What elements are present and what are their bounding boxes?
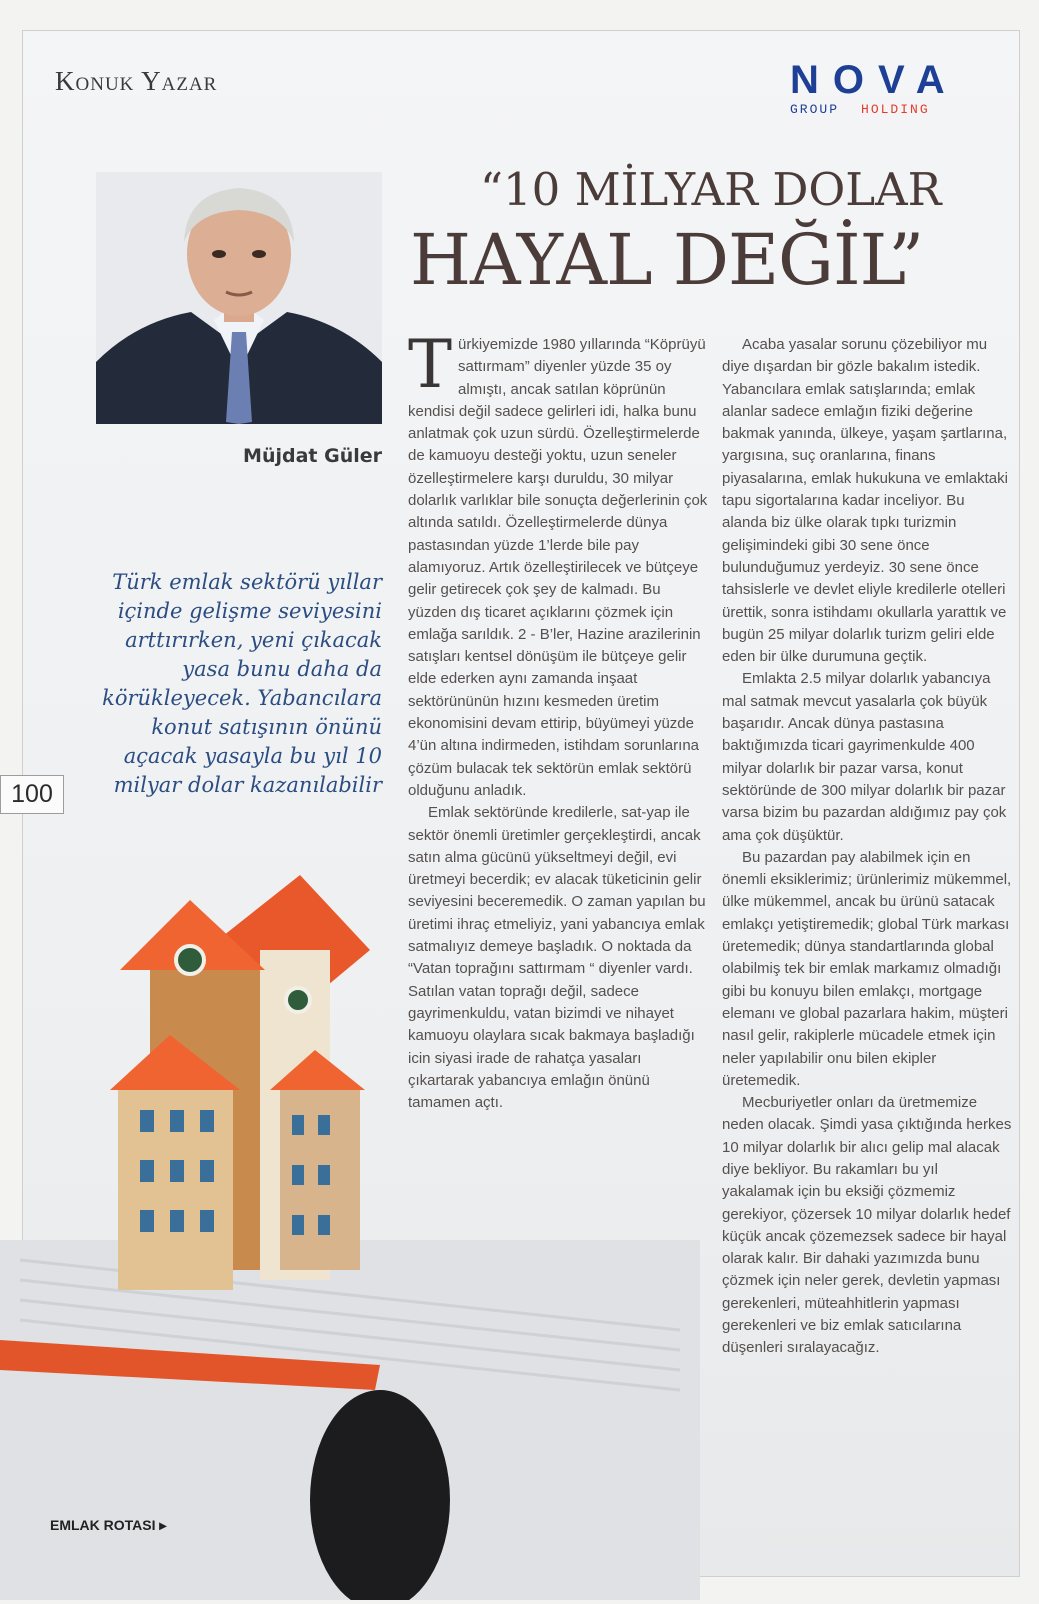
headline-line-2: HAYAL DEĞİL” [410, 219, 924, 301]
logo-sub-left: GROUP [790, 102, 840, 117]
col2-paragraph-2: Emlakta 2.5 milyar dolarlık yabancıya mal satmak mevcut yasalarla çok büyük başarıdır. Ancak dünya pastasına baktığımızda ticari gayrimenkulde 400 milyar dolarlık bir pazar varsa, konut sektöründe de 300 milyar dolarlık bir pazar varsa bizim bu pazardan aldığımız pay çok ama çok düşüktür. [722, 670, 1007, 844]
col2-paragraph-3: Bu pazardan pay alabilmek için en önemli eksiklerimiz; ürünlerimiz mükemmel, ülke mükemmel, ancak bu ürünü satacak emlakçı yetiştiremedik; global Türk markası üretemedik; dünya standartlarında global olabilmiş tek bir emlak markamız olmadığı gibi bu konuyu bilen emlakçı, mortgage elemanı ve global pazarlara hakim, müşteri nasıl gelir, rakiplerle mücadele etmek için neler yapılabilir onu bilen ekipler üretemedik. [722, 848, 1012, 1089]
logo-subtitle [790, 102, 1010, 117]
nova-logo [790, 60, 1010, 120]
article-column-2 [722, 334, 1012, 1360]
section-label: Konuk Yazar [55, 66, 218, 96]
page-number: 100 [0, 775, 64, 814]
author-photo [96, 172, 382, 424]
col2-paragraph-1: Acaba yasalar sorunu çözebiliyor mu diye dışardan bir gözle bakalım istedik. Yabancılara emlak satışlarında; emlak alanlar sadece emlağın fiziki değerine bakmak yanında, ülkeye, yaşam şartlarına, yargısına, suç oranlarına, finans piyasalarına, emlak hukukuna ve emlaktaki tapu sigortalarına kadar inceliyor. Bu alanda biz ülke olarak tıpkı turizmin gelişimindeki gibi 30 sene önce bulunduğumuz yerdeyiz. 30 sene önce tahsislerle ve devlet eliyle kredilerle otelleri ürettik, sonra istihdamı okullarla yarattık ve bugün 25 milyar dolarlık turizm geliri elde eden bir ülke durumuna geçtik. [722, 336, 1008, 666]
col2-paragraph-4: Mecburiyetler onları da üretmemize neden olacak. Şimdi yasa çıktığında herkes 10 milyar dolarlık bir alıcı gelip mal alacak diye bekliyor. Bu rakamları bu yıl yakalamak için bu eksiği çözmemiz gerekiyor, çözersek 10 milyar dolarlık hedef küçük ancak çözemezsek sadece bir hayal olarak kalır. Bir dahaki yazımızda bunu çözmek için neler gerek, devletin yapması gerekenleri, müteahhitlerin yapması gerekenleri ve biz emlak satıcılarına düşenleri sıralayacağız. [722, 1094, 1012, 1357]
col1-paragraph-1-text: ürkiyemizde 1980 yıllarında “Köprüyü sattırmam” diyenler yüzde 35 oy almıştı, ancak satılan köprünün kendisi değil sadece gelirleri idi, halka bunu anlatmak çok uzun sürdü. Özelleştirmelerde de kamuoyu desteği yoktu, uzun seneler özelleştirmelere karşı duruldu, 30 milyar dolarlık varlıklar bile sonuçta değerlerinin çok altında satıldı. Özelleştirmelerde dünya pastasından yüzde 1’lerde bile pay alamıyoruz. Artık özelleştirilecek ve bütçeye gelir getirecek çok şey de kalmadı. Bu yüzden dış ticaret açıklarını çözmek için emlağa sarıldık. 2 - B’ler, Hazine arazilerinin satışları kentsel dönüşüm ile bütçeye gelir elde ederken aynı zamanda inşaat sektörününün hızını kesmeden üretim ekonomisini devam ettirip, büyümeyi yüzde 4’ün altına indirmeden, istihdam sorunlarına çözüm bulacak tek sektörün emlak sektörü olduğunu anladık. [408, 336, 708, 799]
logo-sub-right: HOLDING [861, 102, 930, 117]
author-name: Müjdat Güler [243, 445, 382, 467]
headline-line-1: “10 MİLYAR DOLAR [480, 163, 942, 216]
footer-title: EMLAK ROTASI [50, 1517, 156, 1533]
article-headline [410, 160, 1010, 300]
article-column-1 [408, 326, 708, 1114]
author-portrait-illustration [96, 172, 382, 424]
logo-wordmark: NOVA [790, 58, 959, 102]
magazine-footer: EMLAK ROTASI ▸ [50, 1517, 167, 1533]
pull-quote: Türk emlak sektörü yıllar içinde gelişme seviyesini arttırırken, yeni çıkacak yasa bunu daha da körükleyecek. Yabancılara konut satışının önünü açacak yasayla bu yıl 10 milyar dolar kazanılabilir [102, 570, 382, 797]
col1-paragraph-2: Emlak sektöründe kredilerle, sat-yap ile sektör önemli üretimler gerçekleştirdi, ancak satın alma gücünü yükseltmeyi değil, evi üretmeyi becerdik; ev alacak tüketicinin gelir seviyesini beceremedik. O zaman yapılan bu üretimi ihraç etmeliyiz, yani yabancıya emlak satmalıyız demeye başladık. O noktada da “Vatan toprağını sattırmam “ diyenler vardı. Satılan vatan toprağı değil, sadece gayrimenkuldu, vatan bizimdi ve nihayet kamuoyu olaylara sıcak bakmaya başladığı icin siyasi irade de rahatça yasaları çıkartarak yabancıya emlağın önünü tamamen açtı. [408, 804, 706, 1112]
drop-cap: T [408, 326, 453, 403]
col1-paragraph-1 [408, 326, 708, 802]
